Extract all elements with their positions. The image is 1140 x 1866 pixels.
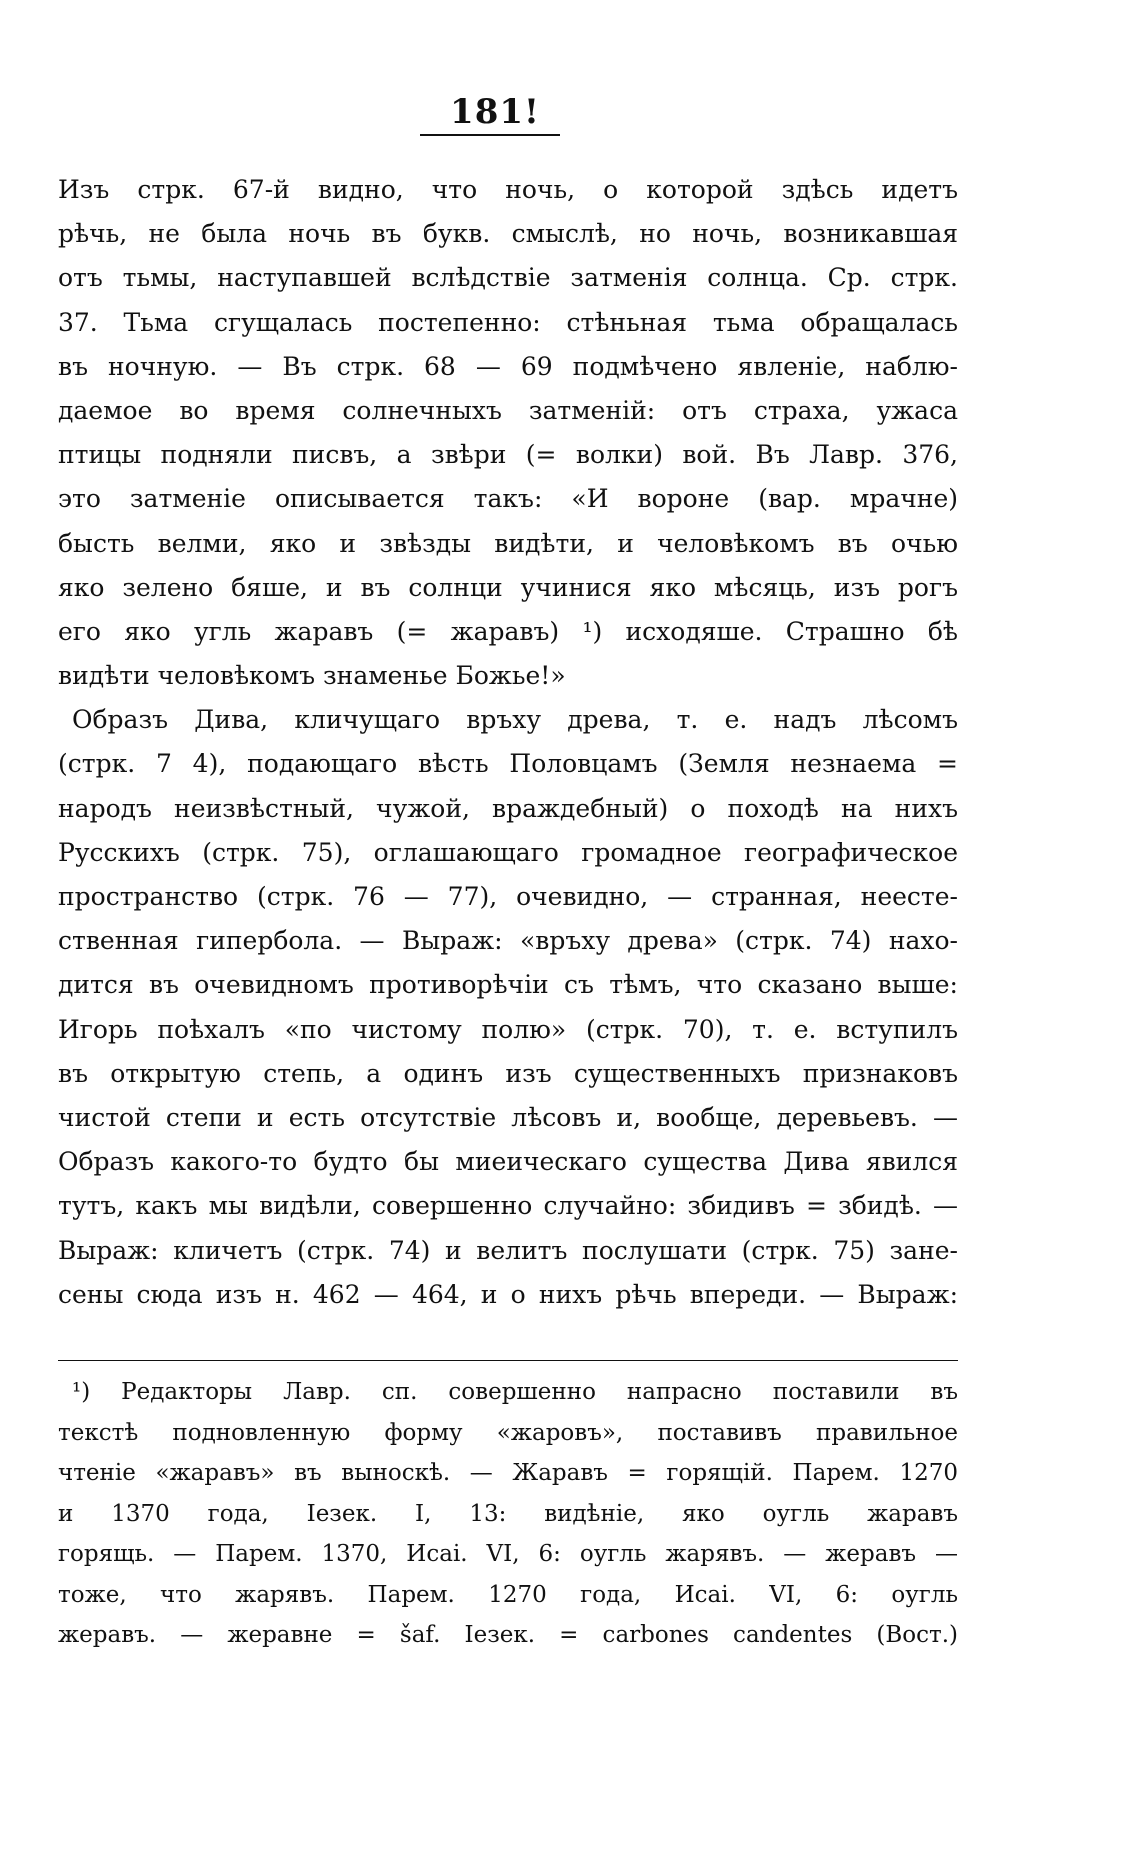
text-line: это затменіе описывается такъ: «И вороне (вар. мрачне)	[58, 484, 958, 514]
text-line: въ открытую степь, а одинъ изъ существенныхъ признаковъ	[58, 1058, 958, 1088]
text-line: дится въ очевидномъ противорѣчіи съ тѣмъ, что сказано выше:	[58, 970, 958, 1000]
footnote-line: и 1370 года, Іезек. І, 13: видѣніе, яко оугль жаравъ	[58, 1500, 958, 1527]
text-line: отъ тьмы, наступавшей вслѣдствіе затменія солнца. Ср. стрк.	[58, 263, 958, 293]
text-line: бысть велми, яко и звѣзды видѣти, и человѣкомъ въ очью	[58, 528, 958, 558]
text-line: тутъ, какъ мы видѣли, совершенно случайно: збидивъ = збидѣ. —	[58, 1191, 958, 1221]
text-line: чистой степи и есть отсутствіе лѣсовъ и, вообще, деревьевъ. —	[58, 1102, 958, 1132]
text-line: яко зелено бяше, и въ солнци учинися яко мѣсяць, изъ рогъ	[58, 572, 958, 602]
text-line: Изъ стрк. 67-й видно, что ночь, о которой здѣсь идетъ	[58, 175, 958, 204]
footnote	[58, 1372, 958, 1656]
main-text	[58, 168, 958, 1317]
text-line: сены сюда изъ н. 462 — 464, и о нихъ рѣчь впереди. — Выраж:	[58, 1279, 958, 1309]
text-line: (стрк. 7 4), подающаго вѣсть Половцамъ (Земля незнаема =	[58, 749, 958, 779]
footnote-line: ¹) Редакторы Лавр. сп. совершенно напрасно поставили въ	[72, 1379, 958, 1405]
text-line: Образъ какого-то будто бы миеическаго существа Дива явился	[58, 1147, 958, 1177]
text-line: народъ неизвѣстный, чужой, враждебный) о походѣ на нихъ	[58, 793, 958, 823]
text-line: Образъ Дива, кличущаго връху древа, т. е. надъ лѣсомъ	[72, 705, 958, 735]
footnote-line: тоже, что жарявъ. Парем. 1270 года, Исаі. VI, 6: оугль	[58, 1581, 958, 1608]
footnote-line: текстѣ подновленную форму «жаровъ», поставивъ правильное	[58, 1419, 958, 1446]
page-number-rule	[420, 134, 560, 136]
text-line: Русскихъ (стрк. 75), оглашающаго громадное географическое	[58, 837, 958, 867]
text-line: его яко угль жаравъ (= жаравъ) ¹) исходяше. Страшно бѣ	[58, 616, 958, 646]
text-line: пространство (стрк. 76 — 77), очевидно, — странная, неесте-	[58, 882, 958, 911]
page-number: 181!	[450, 92, 540, 132]
text-line: даемое во время солнечныхъ затменій: отъ страха, ужаса	[58, 395, 958, 425]
footnote-divider	[58, 1360, 958, 1361]
text-line: видѣти человѣкомъ знаменье Божье!»	[58, 661, 566, 691]
text-line: въ ночную. — Въ стрк. 68 — 69 подмѣчено явленіе, наблю-	[58, 351, 958, 381]
text-line: ственная гипербола. — Выраж: «връху древа» (стрк. 74) нахо-	[58, 926, 958, 956]
text-line: птицы подняли писвъ, а звѣри (= волки) вой. Въ Лавр. 376,	[58, 440, 958, 470]
footnote-line: чтеніе «жаравъ» въ выноскѣ. — Жаравъ = горящій. Парем. 1270	[58, 1460, 958, 1486]
footnote-line: жеравъ. — жеравне = šaf. Іезек. = carbones candentes (Вост.)	[58, 1622, 958, 1648]
text-line: 37. Тьма сгущалась постепенно: стѣньная тьма обращалась	[58, 307, 958, 337]
text-line: Игорь поѣхалъ «по чистому полю» (стрк. 70), т. е. вступилъ	[58, 1014, 958, 1044]
text-line: рѣчь, не была ночь въ букв. смыслѣ, но ночь, возникавшая	[58, 219, 958, 249]
text-line: Выраж: кличетъ (стрк. 74) и велитъ послушати (стрк. 75) зане-	[58, 1235, 958, 1265]
footnote-line: горящь. — Парем. 1370, Исаі. VI, 6: оугль жарявъ. — жеравъ —	[58, 1541, 958, 1567]
